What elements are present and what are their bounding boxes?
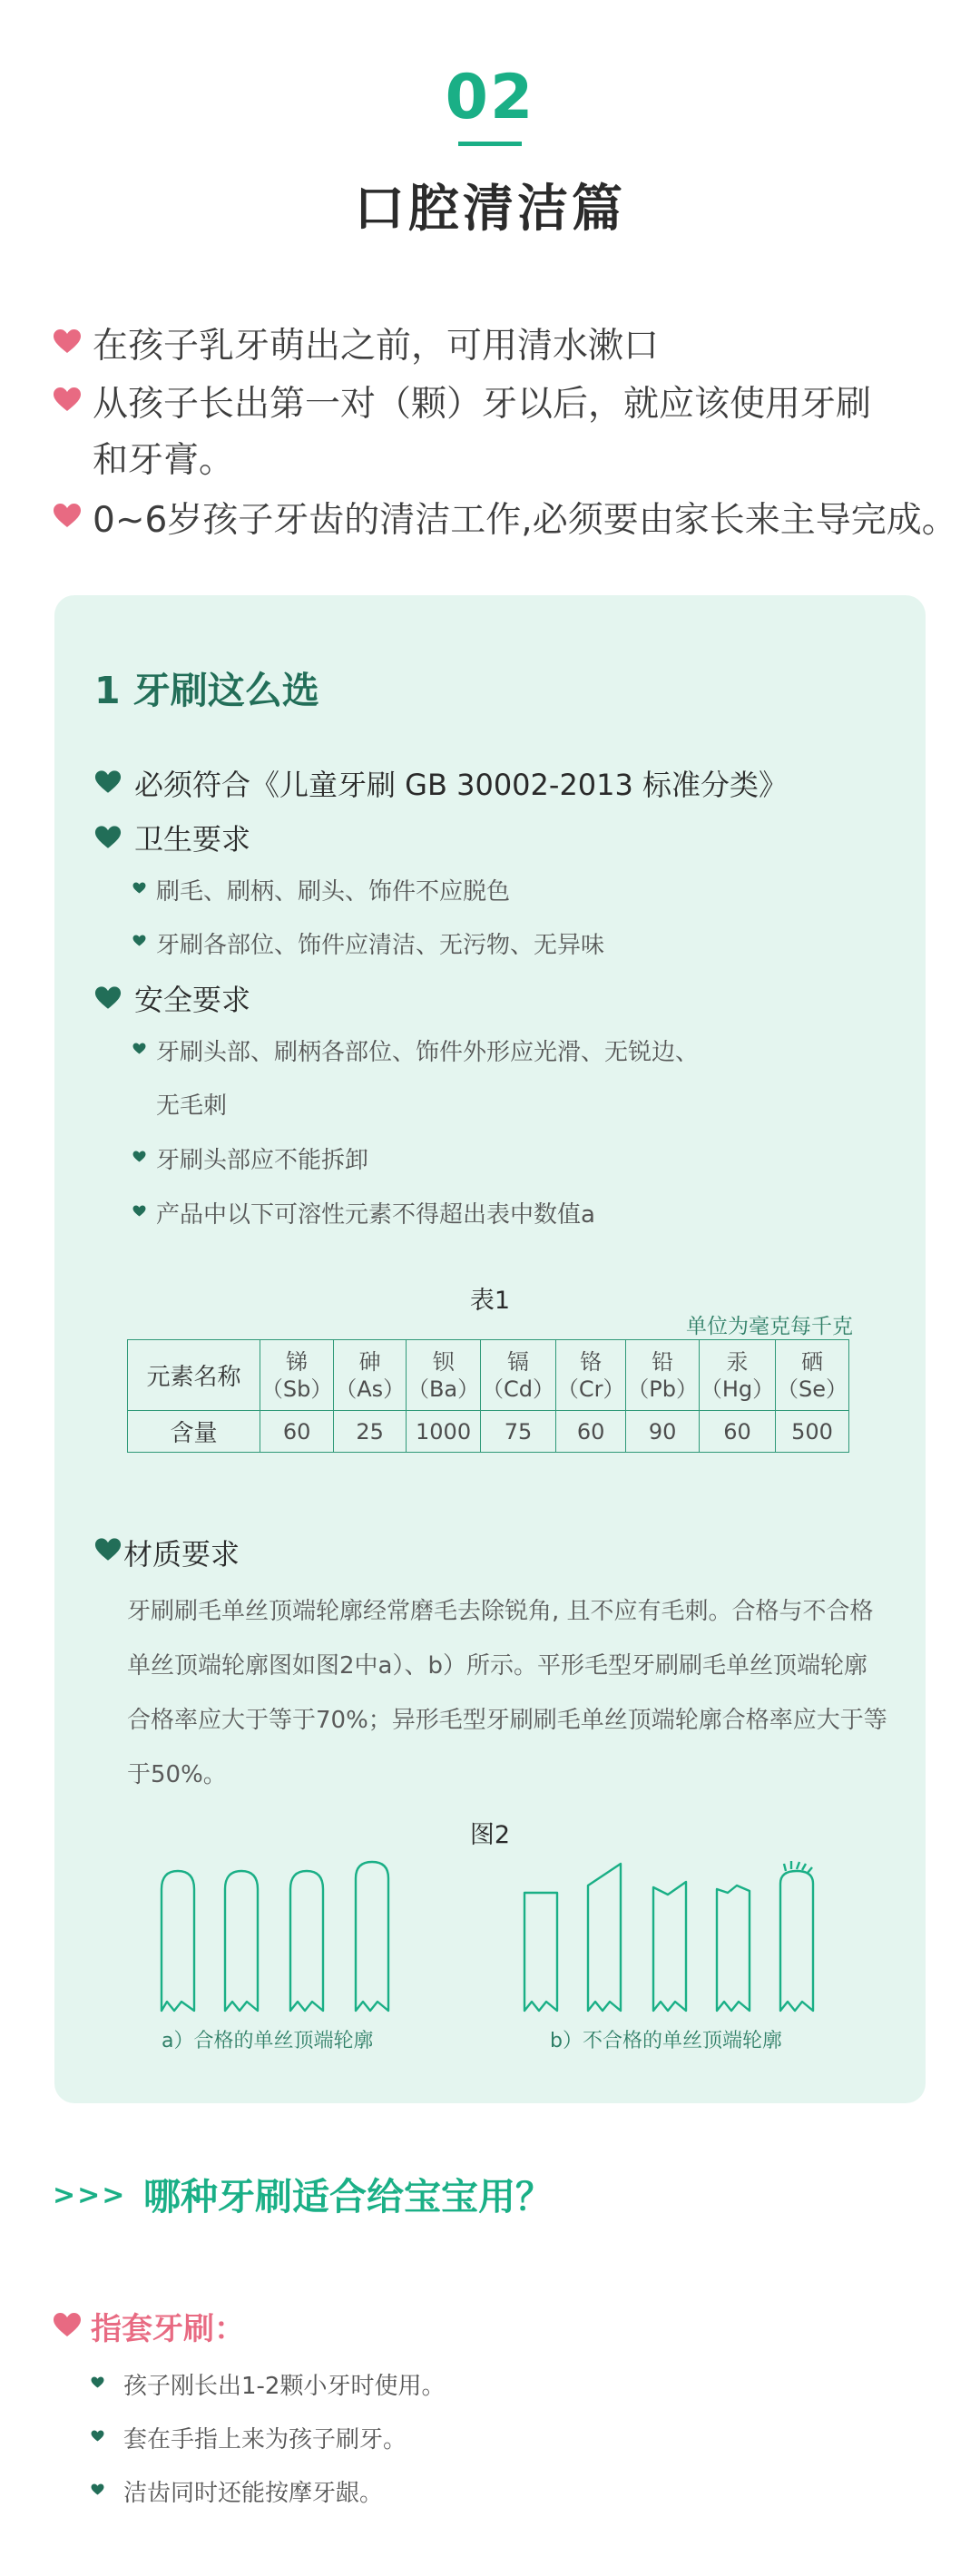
element-symbol: （Cr） (556, 1376, 625, 1402)
material-line: 单丝顶端轮廓图如图2中a）、b）所示。平形毛型牙刷刷毛单丝顶端轮廓 (127, 1652, 867, 1680)
qualified-bristle-shape (290, 1871, 323, 2011)
standard-text: 必须符合《儿童牙刷 GB 30002-2013 标准分类》 (134, 768, 789, 802)
figure-label-qualified: a）合格的单丝顶端轮廓 (162, 2030, 374, 2052)
small-heart-icon (91, 2430, 104, 2442)
table-cell: 25 (334, 1411, 407, 1453)
material-line: 于50%。 (127, 1761, 227, 1788)
element-name: 钡 (432, 1348, 455, 1375)
hygiene-item: 刷毛、刷柄、刷头、饰件不应脱色 (156, 878, 511, 906)
table-cell (481, 1340, 556, 1411)
unqualified-bristle-shape (524, 1893, 557, 2011)
element-name: 镉 (507, 1348, 530, 1375)
table-cell: 60 (555, 1411, 625, 1453)
element-symbol: （Hg） (700, 1376, 775, 1402)
green-heart-icon (94, 985, 122, 1010)
unqualified-bristle-shape (588, 1864, 621, 2011)
finger-item: 洁齿同时还能按摩牙龈。 (123, 2480, 384, 2507)
figure-caption: 图2 (469, 1821, 511, 1849)
qualified-bristle-shape (225, 1871, 258, 2011)
small-heart-icon (132, 1151, 146, 1162)
element-name: 铅 (652, 1348, 674, 1375)
table-cell: 1000 (407, 1411, 481, 1453)
section-title: 口腔清洁篇 (354, 180, 626, 239)
finger-toothbrush-title: 指套牙刷： (91, 2311, 245, 2347)
material-line: 合格率应大于等于70%；异形毛型牙刷刷毛单丝顶端轮廓合格率应大于等 (127, 1707, 887, 1734)
element-symbol: （Ba） (407, 1376, 480, 1402)
table-header-cell: 含量 (128, 1411, 260, 1453)
table-cell: 75 (481, 1411, 556, 1453)
table-header-cell: 元素名称 (128, 1340, 260, 1411)
material-paragraph (127, 1584, 889, 1802)
small-heart-icon (91, 2483, 104, 2495)
table-cell (407, 1340, 481, 1411)
table-row (128, 1411, 849, 1453)
pink-heart-icon (53, 2312, 82, 2337)
finger-item: 套在手指上来为孩子刷牙。 (123, 2426, 407, 2454)
table-cell: 60 (699, 1411, 775, 1453)
qualified-bristle-shape (356, 1862, 388, 2011)
figure-label-unqualified: b）不合格的单丝顶端轮廓 (550, 2030, 782, 2052)
element-name: 铬 (580, 1348, 603, 1375)
unqualified-bristle-shape (717, 1885, 750, 2011)
element-symbol: （Sb） (260, 1376, 333, 1402)
hygiene-title: 卫生要求 (134, 822, 251, 857)
unqualified-bristle-shape (653, 1882, 686, 2011)
element-limits-table (127, 1339, 849, 1453)
element-name: 砷 (358, 1348, 381, 1375)
pink-heart-icon (53, 328, 82, 354)
hygiene-item: 牙刷各部位、饰件应清洁、无污物、无异味 (156, 932, 605, 959)
small-heart-icon (132, 935, 146, 946)
table-cell (334, 1340, 407, 1411)
element-symbol: （Cd） (482, 1376, 555, 1402)
card-heading: 1 牙刷这么选 (94, 669, 319, 712)
table-cell (776, 1340, 849, 1411)
table-cell (626, 1340, 700, 1411)
element-name: 硒 (801, 1348, 824, 1375)
green-heart-icon (94, 825, 122, 849)
table-cell (555, 1340, 625, 1411)
table-row (128, 1340, 849, 1411)
small-heart-icon (132, 1205, 146, 1217)
safety-item: 牙刷头部应不能拆卸 (156, 1147, 369, 1174)
intro-text: 从孩子长出第一对（颗）牙以后，就应该使用牙刷 (93, 384, 872, 425)
element-symbol: （As） (335, 1376, 406, 1402)
question-heading: 哪种牙刷适合给宝宝用？ (143, 2175, 553, 2218)
table-caption: 表1 (469, 1287, 511, 1315)
intro-text-continued: 和牙膏。 (93, 440, 235, 481)
intro-text: 0~6岁孩子牙齿的清洁工作,必须要由家长来主导完成。 (93, 500, 957, 541)
element-symbol: （Se） (777, 1376, 848, 1402)
table-cell: 90 (626, 1411, 700, 1453)
table-cell (260, 1340, 334, 1411)
safety-item: 牙刷头部、刷柄各部位、饰件外形应光滑、无锐边、 (156, 1039, 700, 1066)
small-heart-icon (132, 1043, 146, 1054)
qualified-bristle-shape (162, 1871, 194, 2011)
green-heart-icon (94, 769, 122, 794)
safety-item: 产品中以下可溶性元素不得超出表中数值a (156, 1201, 595, 1229)
pink-heart-icon (53, 387, 82, 412)
small-heart-icon (91, 2376, 104, 2388)
material-title: 材质要求 (123, 1537, 240, 1572)
safety-title: 安全要求 (134, 983, 251, 1017)
element-name: 锑 (286, 1348, 309, 1375)
table-unit: 单位为毫克每千克 (686, 1315, 853, 1338)
table-cell: 500 (776, 1411, 849, 1453)
table-cell: 60 (260, 1411, 334, 1453)
table-cell (699, 1340, 775, 1411)
intro-text: 在孩子乳牙萌出之前，可用清水漱口 (93, 326, 660, 367)
unqualified-bristle-shape (780, 1871, 813, 2011)
small-heart-icon (132, 882, 146, 894)
material-line: 牙刷刷毛单丝顶端轮廓经常磨毛去除锐角, 且不应有毛刺。合格与不合格 (127, 1598, 874, 1625)
finger-item: 孩子刚长出1-2颗小牙时使用。 (123, 2373, 446, 2400)
double-arrow-icon: >>> (53, 2179, 127, 2211)
section-number-underline (458, 142, 522, 146)
green-heart-icon (94, 1537, 122, 1562)
element-name: 汞 (726, 1348, 749, 1375)
section-number: 02 (445, 62, 535, 133)
element-symbol: （Pb） (627, 1376, 698, 1402)
pink-heart-icon (53, 503, 82, 528)
bristle-tip-diagram (145, 1860, 835, 2014)
safety-item-continued: 无毛刺 (156, 1092, 228, 1120)
